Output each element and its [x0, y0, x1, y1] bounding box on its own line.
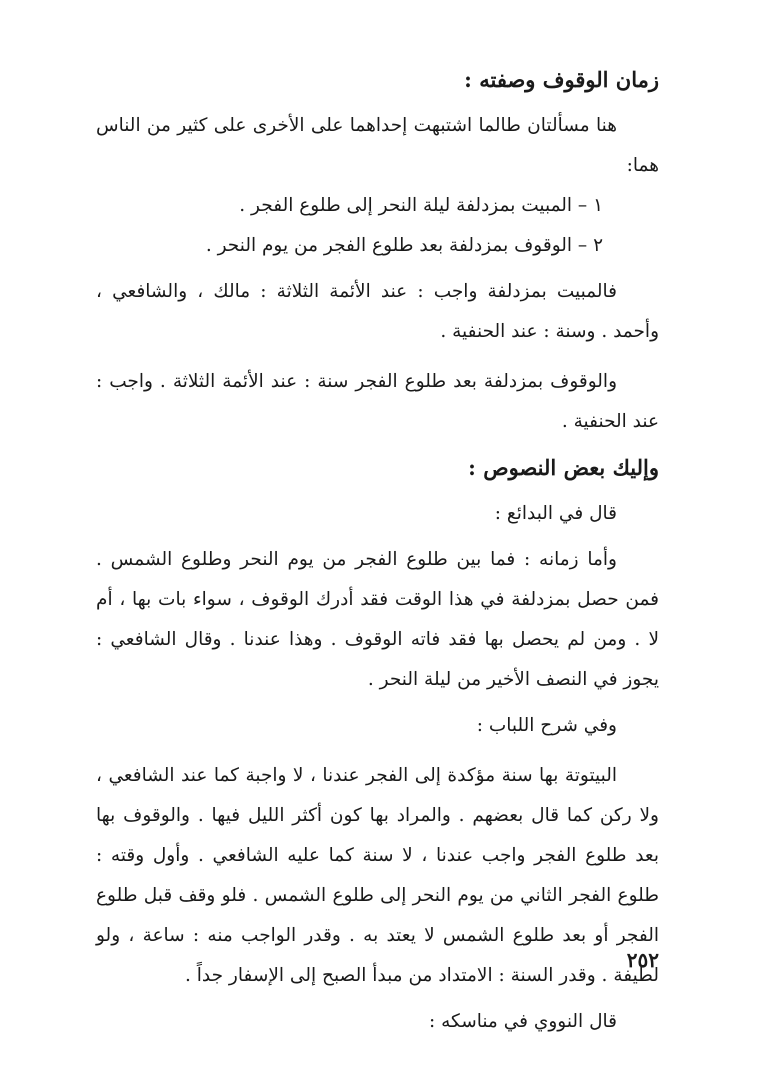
issue-item-1: ١ – المبيت بمزدلفة ليلة النحر إلى طلوع الفجر .: [239, 195, 603, 216]
quote-paragraph-badai: وأما زمانه : فما بين طلوع الفجر من يوم النحر وطلوع الشمس . فمن حصل بمزدلفة في هذا الوقت فقد أدرك الوقوف ، سواء بات بها ، أم لا . ومن لم يحصل بها فقد فاته الوقوف . وهذا عندنا . وقال الشافعي : يجوز في النصف الأخير من ليلة النحر .: [96, 549, 659, 690]
ruling-paragraph-2: والوقوف بمزدلفة بعد طلوع الفجر سنة : عند الأئمة الثلاثة . واجب : عند الحنفية .: [96, 371, 659, 432]
intro-paragraph: هنا مسألتان طالما اشتبهت إحداهما على الأخرى على كثير من الناس هما:: [96, 115, 659, 176]
source-label-lubab: وفي شرح اللباب :: [476, 715, 617, 736]
section-heading-texts: وإليك بعض النصوص :: [468, 455, 659, 480]
section-heading-time-of-standing: زمان الوقوف وصفته :: [464, 67, 659, 92]
page-number: ٢٥٢: [626, 948, 659, 972]
source-label-badai: قال في البدائع :: [494, 503, 617, 524]
ruling-paragraph-1: فالمبيت بمزدلفة واجب : عند الأئمة الثلاثة : مالك ، والشافعي ، وأحمد . وسنة : عند الحنفية .: [96, 281, 659, 342]
issue-item-2: ٢ – الوقوف بمزدلفة بعد طلوع الفجر من يوم النحر .: [205, 235, 603, 256]
source-label-nawawi: قال النووي في مناسكه :: [428, 1011, 617, 1032]
document-page: [96, 60, 659, 1042]
quote-paragraph-lubab: البيتوتة بها سنة مؤكدة إلى الفجر عندنا ، لا واجبة كما عند الشافعي ، ولا ركن كما قال بعضهم . والمراد بها كون أكثر الليل فيها . والوقوف بها بعد طلوع الفجر واجب عندنا ، لا سنة كما عليه الشافعي . وأول وقته : طلوع الفجر الثاني من يوم النحر إلى طلوع الشمس . فلو وقف قبل طلوع الفجر أو بعد طلوع الشمس لا يعتد به . وقدر الواجب منه : ساعة ، ولو لطيفة . وقدر السنة : الامتداد من مبدأ الصبح إلى الإسفار جداً .: [96, 765, 659, 986]
